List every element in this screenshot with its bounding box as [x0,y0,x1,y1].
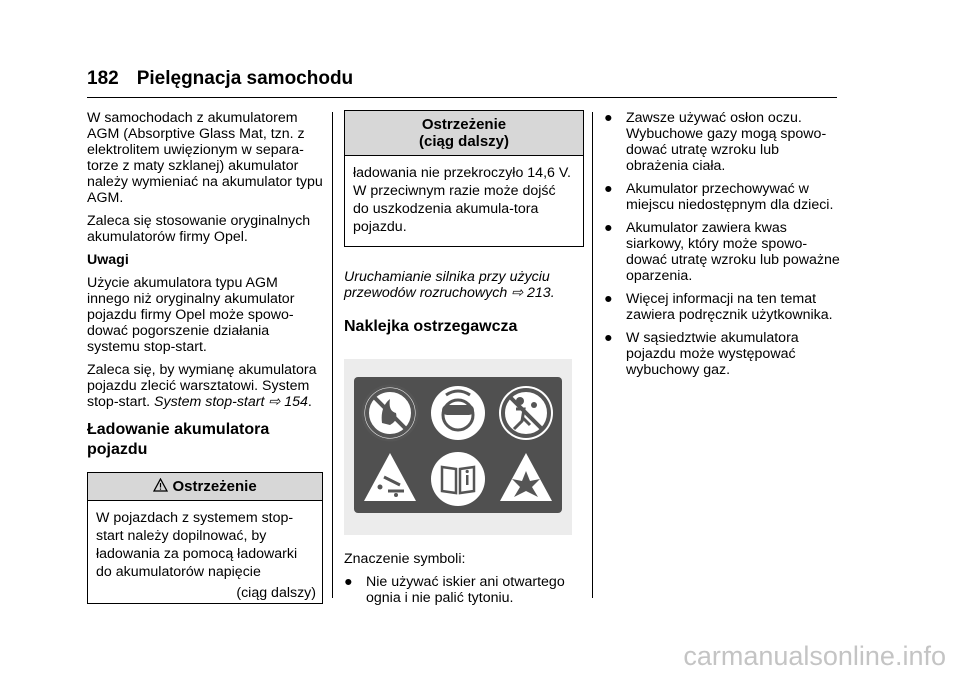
ref-arrow-icon: ⇨ [511,285,524,301]
watermark: carmanualsonline.info [683,641,946,671]
list-item: ● Nie używać iskier ani otwartego ognia i nie palić tytoniu. [344,574,565,606]
warning-box-1 [87,472,323,604]
bullet-icon: ● [604,291,613,307]
bullet-icon: ● [604,220,613,236]
warning-title: Ostrzeżenie [172,478,257,495]
section-heading-charging: Ładowanie akumulatora pojazdu [87,421,270,458]
page-number: 182 [87,68,119,89]
warning-body: ładowania nie przekroczyło 14,6 V. W przeciwnym razie może dojść do uszkodzenia akumula-tora pojazdu. [353,165,571,235]
paragraph-original: Zaleca się stosowanie oryginalnych akumulatorów firmy Opel. [87,213,311,245]
warning-label-image [344,359,572,535]
list-item: ● Akumulator przechowywać w miejscu niedostępnym dla dzieci. [604,181,834,213]
column-divider-2 [592,112,593,598]
list-item: ● Więcej informacji na ten temat zawiera podręcznik użytkownika. [604,291,833,323]
warning-body: W pojazdach z systemem stop-start należy dopilnować, by ładowania za pomocą ładowarki do akumulatorów napięcie [96,510,298,580]
section-heading-label: Naklejka ostrzegawcza [344,318,518,335]
column-divider-1 [332,112,333,598]
column-1 [87,110,323,604]
column-2 [344,110,584,613]
column-3 [604,110,844,385]
read-manual-icon [431,452,485,506]
paragraph-workshop: Zaleca się, by wymianę akumulatora pojazdu zlecić warsztatowi. System stop-start. System stop-start ⇨ 154. [87,362,317,410]
warning-box-2 [344,110,584,247]
warning-title-continued: (ciąg dalszy) [418,133,510,150]
page-header [87,68,353,90]
paragraph-agm: W samochodach z akumulatorem AGM (Absorptive Glass Mat, tzn. z elektrolitem uwięzionym w separa-torze z maty szklanej) akumulator należy wymieniać na akumulator typu AGM. [87,110,323,206]
warning-icon [153,478,172,495]
bullet-icon: ● [344,574,353,590]
header-rule [87,97,837,98]
eye-protection-icon [431,386,485,440]
jump-start-link[interactable]: Uruchamianie silnika przy użyciu przewodów rozruchowych ⇨ 213. [344,269,555,301]
stop-start-link[interactable]: System stop-start ⇨ 154 [154,394,308,410]
warning-header-continued [345,111,583,156]
bullet-icon: ● [604,110,613,126]
ref-arrow-icon: ⇨ [268,394,281,410]
list-item: ● Zawsze używać osłon oczu. Wybuchowe gazy mogą spowo-dować utratę wzroku lub obrażenia ciała. [604,110,827,174]
no-fire-icon [363,386,417,440]
workshop-text: Zaleca się, by wymianę akumulatora pojazdu zlecić warsztatowi. System stop-start. [87,362,317,410]
list-item: ● W sąsiedztwie akumulatora pojazdu może występować wybuchowy gaz. [604,330,799,378]
bullet-icon: ● [604,181,613,197]
list-item: ● Akumulator zawiera kwas siarkowy, który może spowo-dować utratę wzroku lub poważne oparzenia. [604,220,840,284]
symbols-label: Znaczenie symboli: [344,551,466,567]
warning-continued: (ciąg dalszy) [236,585,316,601]
note-label: Uwagi [87,252,129,268]
page-title: Pielęgnacja samochodu [136,68,354,89]
paragraph-note: Użycie akumulatora typu AGM innego niż oryginalny akumulator pojazdu firmy Opel może spowo-dować pogorszenie działania systemu stop-start. [87,275,295,355]
warning-header [88,473,322,501]
warning-title: Ostrzeżenie [421,116,507,133]
keep-children-away-icon [499,386,553,440]
bullet-icon: ● [604,330,613,346]
